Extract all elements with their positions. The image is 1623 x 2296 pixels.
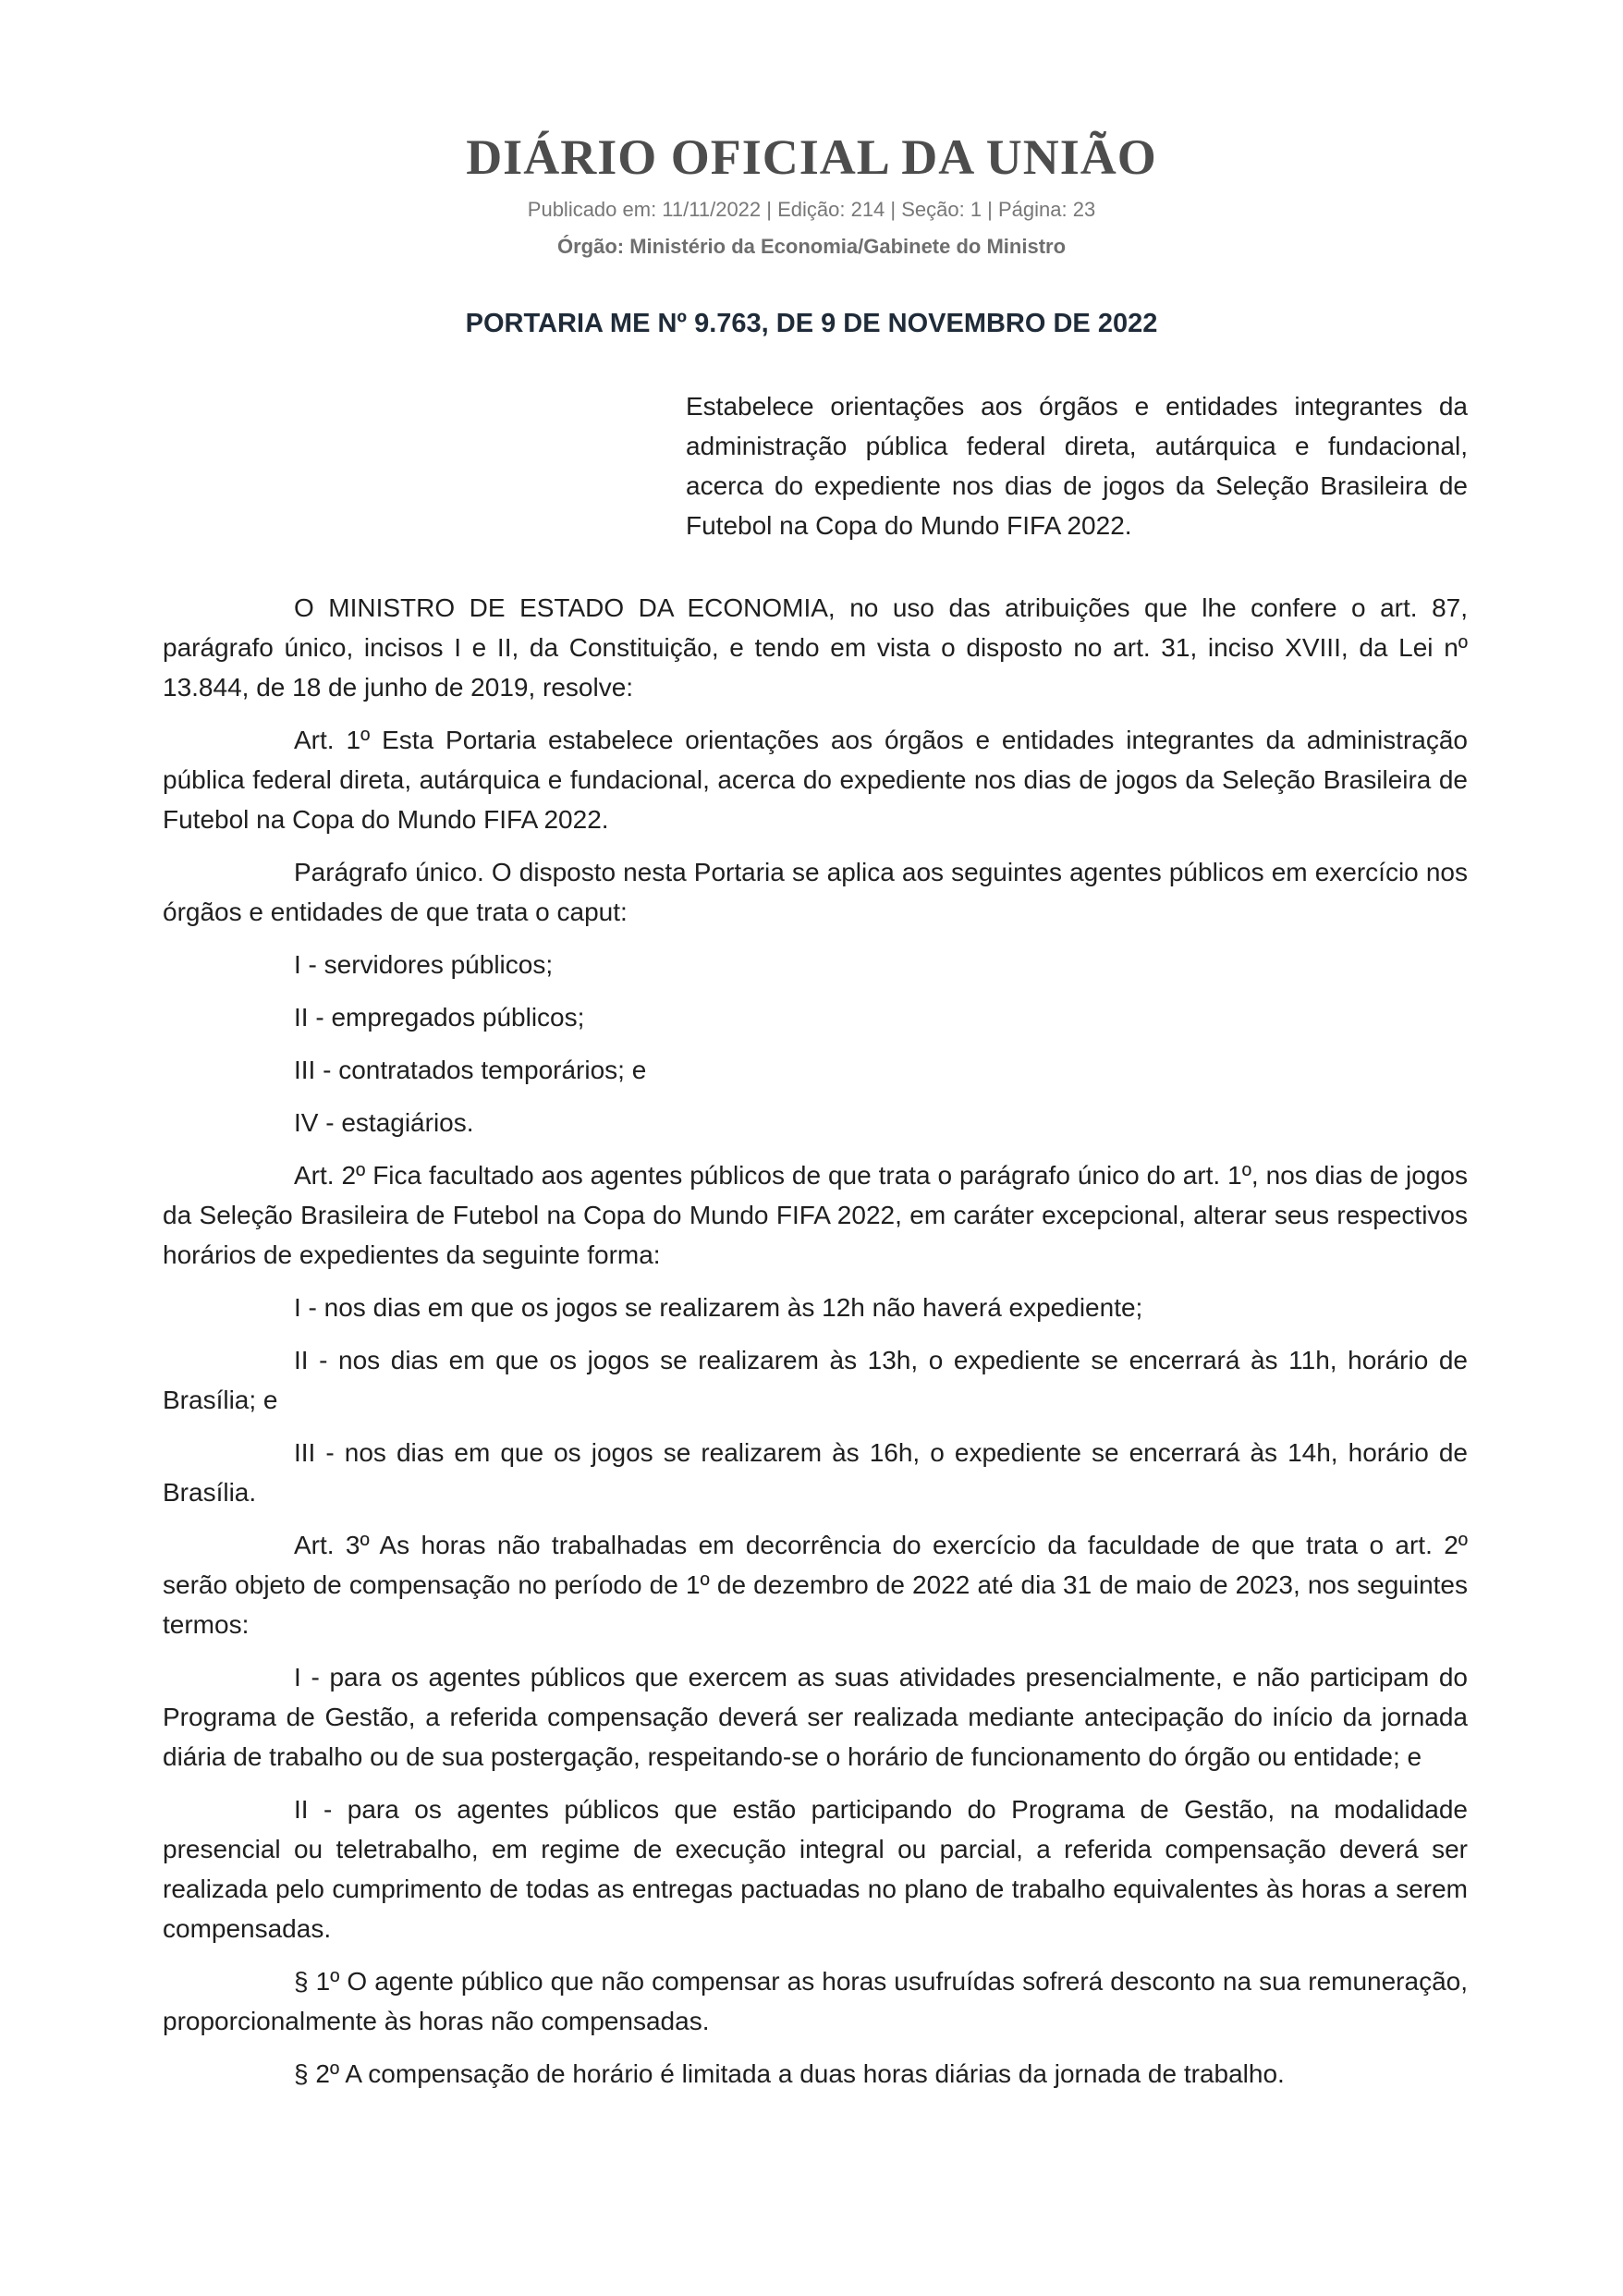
publication-info: Publicado em: 11/11/2022 | Edição: 214 | Seção: 1 | Página: 23 xyxy=(527,198,1096,221)
article-3-paragraph-1: § 1º O agente público que não compensar as horas usufruídas sofrerá desconto na sua remuneração, proporcionalmente às horas não compensadas. xyxy=(163,1967,1468,2035)
article-1-item-iii: III - contratados temporários; e xyxy=(294,1056,647,1084)
preamble-paragraph: O MINISTRO DE ESTADO DA ECONOMIA, no uso das atribuições que lhe confere o art. 87, parágrafo único, incisos I e II, da Constituição, e tendo em vista o disposto no art. 31, inciso XVIII, da Lei nº 13.844, de 18 de junho de 2019, resolve: xyxy=(163,593,1468,702)
document-body xyxy=(163,588,1468,2107)
masthead-title: DIÁRIO OFICIAL DA UNIÃO xyxy=(466,129,1157,185)
article-1-sole-paragraph: Parágrafo único. O disposto nesta Portaria se aplica aos seguintes agentes públicos em exercício nos órgãos e entidades de que trata o caput: xyxy=(163,858,1468,926)
article-1-item-i: I - servidores públicos; xyxy=(294,950,554,979)
article-2-item-ii: II - nos dias em que os jogos se realizarem às 13h, o expediente se encerrará às 11h, horário de Brasília; e xyxy=(163,1346,1468,1414)
article-3: Art. 3º As horas não trabalhadas em decorrência do exercício da faculdade de que trata o art. 2º serão objeto de compensação no período de 1º de dezembro de 2022 até dia 31 de maio de 2023, nos seguintes termos: xyxy=(163,1531,1468,1639)
article-2-item-iii: III - nos dias em que os jogos se realizarem às 16h, o expediente se encerrará às 14h, horário de Brasília. xyxy=(163,1438,1468,1507)
article-3-paragraph-2: § 2º A compensação de horário é limitada a duas horas diárias da jornada de trabalho. xyxy=(294,2059,1285,2088)
article-1-item-ii: II - empregados públicos; xyxy=(294,1003,585,1032)
article-2-item-i: I - nos dias em que os jogos se realizarem às 12h não haverá expediente; xyxy=(294,1293,1143,1322)
article-1-item-iv: IV - estagiários. xyxy=(294,1108,474,1137)
portaria-heading: PORTARIA ME Nº 9.763, DE 9 DE NOVEMBRO DE 2022 xyxy=(465,309,1158,338)
article-3-item-i: I - para os agentes públicos que exercem as suas atividades presencialmente, e não participam do Programa de Gestão, a referida compensação deverá ser realizada mediante antecipação do início da jornada diária de trabalho ou de sua postergação, respeitando-se o horário de funcionamento do órgão ou entidade; e xyxy=(163,1663,1468,1771)
article-2: Art. 2º Fica facultado aos agentes públicos de que trata o parágrafo único do art. 1º, nos dias de jogos da Seleção Brasileira de Futebol na Copa do Mundo FIFA 2022, em caráter excepcional, alterar seus respectivos horários de expedientes da seguinte forma: xyxy=(163,1161,1468,1269)
ementa: Estabelece orientações aos órgãos e entidades integrantes da administração pública federal direta, autárquica e fundacional, acerca do expediente nos dias de jogos da Seleção Brasileira de Futebol na Copa do Mundo FIFA 2022. xyxy=(686,392,1468,540)
organ-info: Órgão: Ministério da Economia/Gabinete do Ministro xyxy=(556,235,1067,258)
masthead xyxy=(0,128,1623,261)
article-3-item-ii: II - para os agentes públicos que estão participando do Programa de Gestão, na modalidade presencial ou teletrabalho, em regime de execução integral ou parcial, a referida compensação deverá ser realizada pelo cumprimento de todas as entregas pactuadas no plano de trabalho equivalentes às horas a serem compensadas. xyxy=(163,1795,1468,1943)
article-1: Art. 1º Esta Portaria estabelece orientações aos órgãos e entidades integrantes da administração pública federal direta, autárquica e fundacional, acerca do expediente nos dias de jogos da Seleção Brasileira de Futebol na Copa do Mundo FIFA 2022. xyxy=(163,726,1468,834)
